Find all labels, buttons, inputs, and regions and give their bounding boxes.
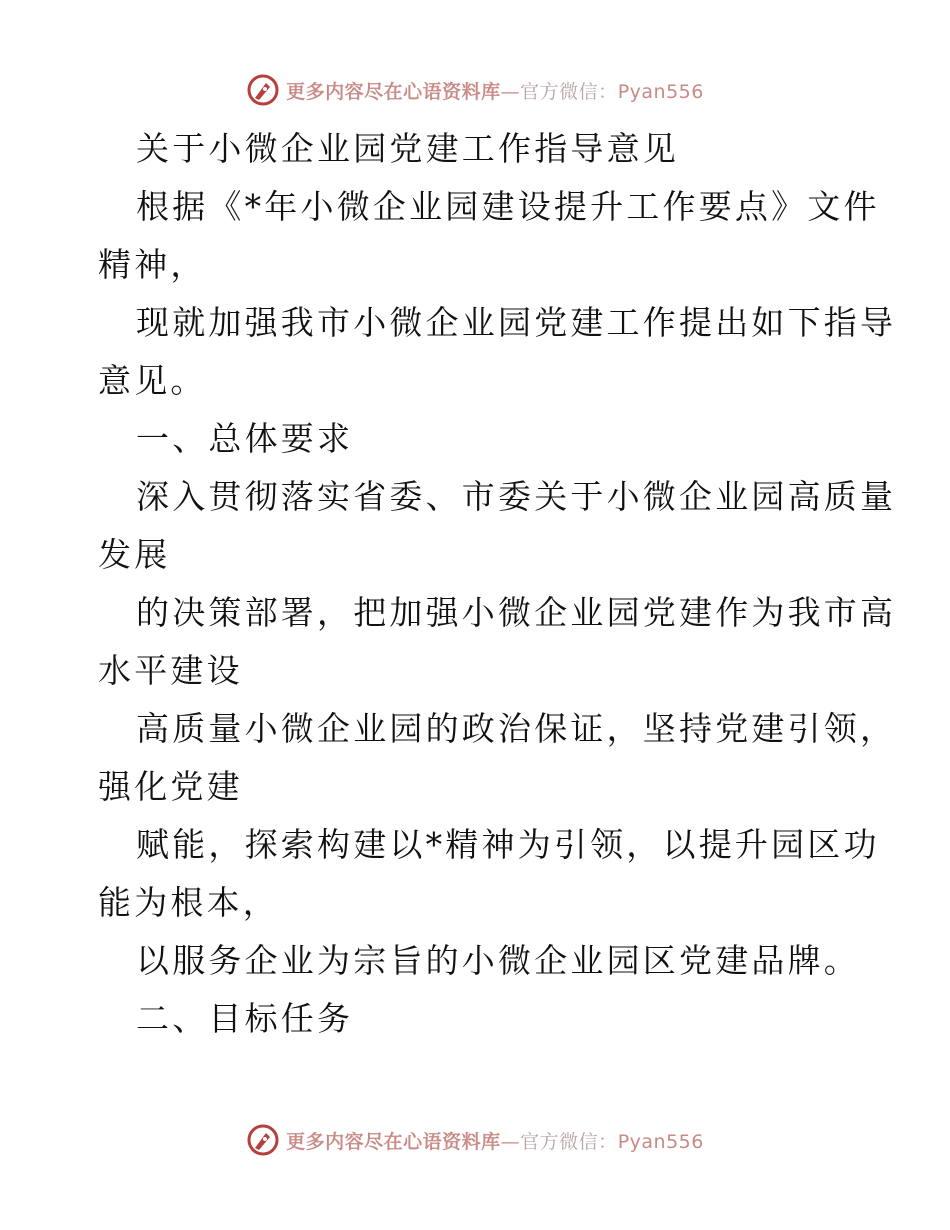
document-body <box>98 120 897 1048</box>
watermark-brand: 更多内容尽在心语资料库 <box>286 1130 501 1153</box>
paragraph-line: 精神， <box>98 245 207 284</box>
paragraph-line: 高质量小微企业园的政治保证，坚持党建引领， <box>136 709 897 748</box>
watermark-text <box>286 1127 704 1154</box>
pen-nib-circle-icon <box>246 1123 280 1157</box>
paragraph-line: 以服务企业为宗旨的小微企业园区党建品牌。 <box>136 941 860 980</box>
section-heading: 一、总体要求 <box>136 419 354 458</box>
watermark-id: Pyan556 <box>617 80 704 103</box>
header-watermark <box>0 70 950 110</box>
watermark-dash: — <box>500 1130 521 1153</box>
paragraph-line: 深入贯彻落实省委、市委关于小微企业园高质量 <box>136 477 897 516</box>
watermark-brand: 更多内容尽在心语资料库 <box>286 80 501 103</box>
paragraph-line: 意见。 <box>98 361 207 400</box>
paragraph-line: 能为根本， <box>98 883 279 922</box>
pen-nib-circle-icon <box>246 73 280 107</box>
paragraph-line: 现就加强我市小微企业园党建工作提出如下指导 <box>136 303 897 342</box>
paragraph-line: 发展 <box>98 535 171 574</box>
watermark-label: 官方微信： <box>520 1130 618 1153</box>
document-title: 关于小微企业园党建工作指导意见 <box>136 129 679 168</box>
watermark-id: Pyan556 <box>617 1130 704 1153</box>
section-heading: 二、目标任务 <box>136 999 354 1038</box>
paragraph-line: 水平建设 <box>98 651 243 690</box>
paragraph-line: 的决策部署，把加强小微企业园党建作为我市高 <box>136 593 897 632</box>
paragraph-line: 强化党建 <box>98 767 243 806</box>
paragraph-line: 赋能，探索构建以*精神为引领，以提升园区功 <box>136 825 880 864</box>
watermark-text <box>286 77 704 104</box>
footer-watermark <box>0 1120 950 1160</box>
paragraph-line: 根据《*年小微企业园建设提升工作要点》文件 <box>136 187 880 226</box>
watermark-label: 官方微信： <box>520 80 618 103</box>
watermark-dash: — <box>500 80 521 103</box>
